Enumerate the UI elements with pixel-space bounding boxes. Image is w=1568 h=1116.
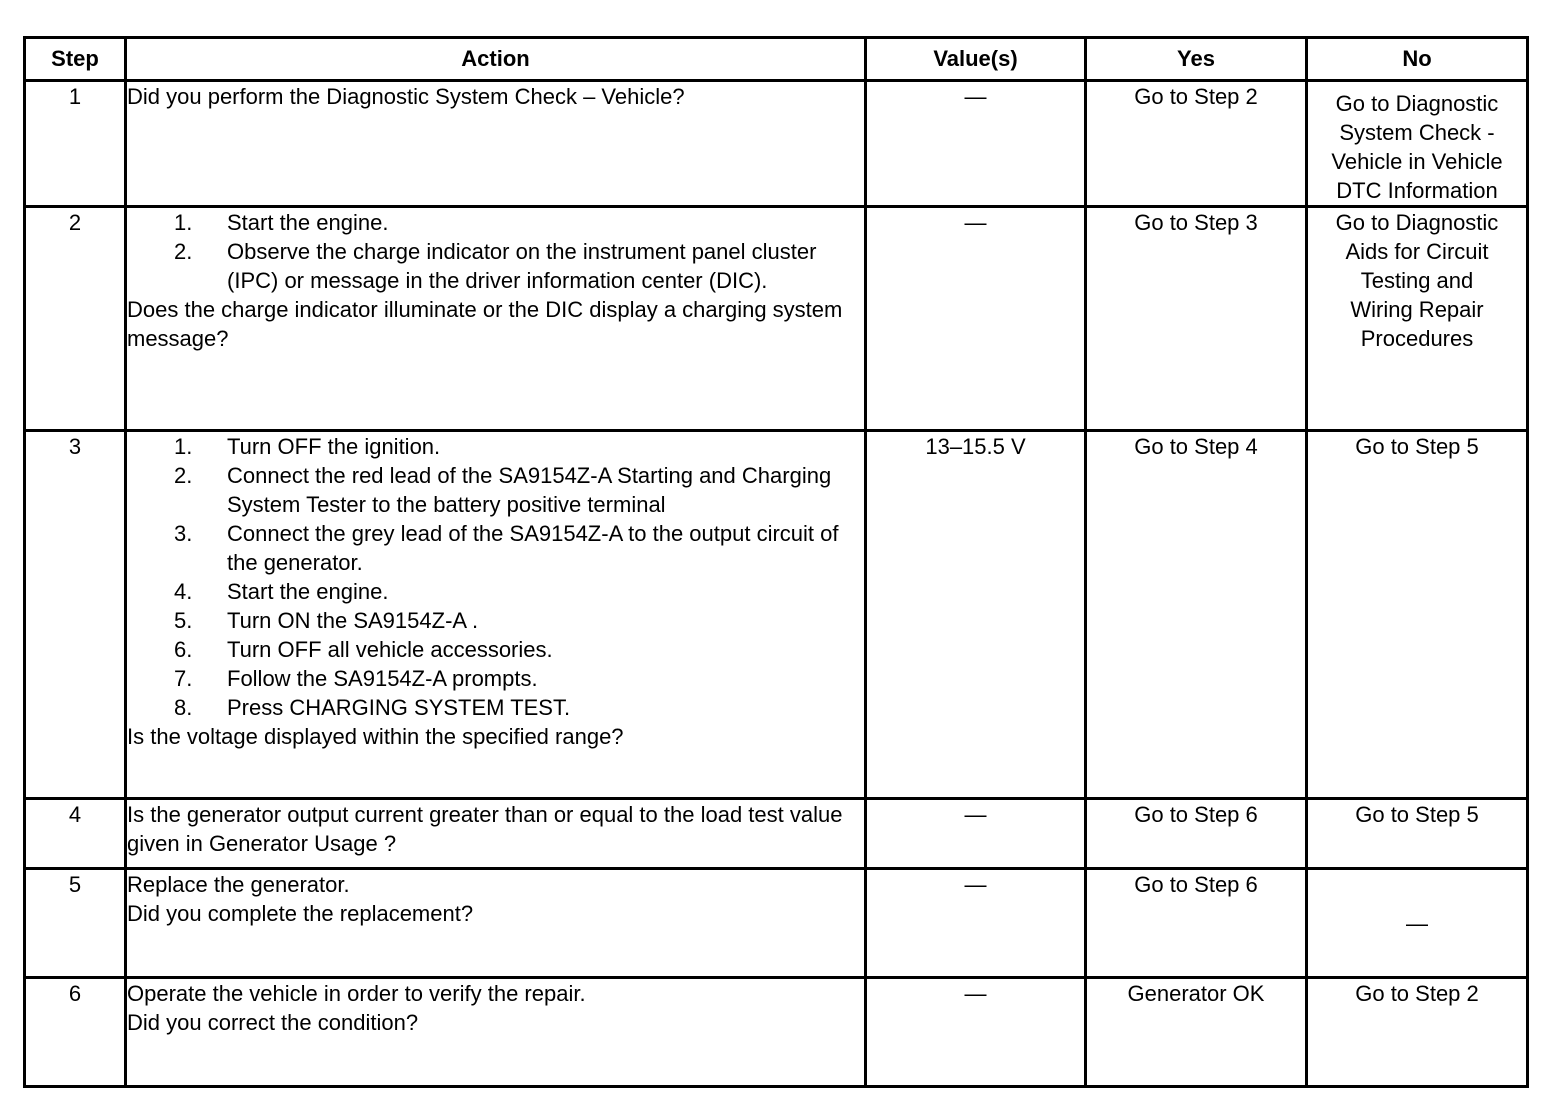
header-step: Step — [25, 38, 126, 81]
yes-cell: Generator OK — [1086, 978, 1307, 1087]
no-line: Testing and — [1360, 268, 1474, 293]
header-yes: Yes — [1086, 38, 1307, 81]
procedure-item: 1. Start the engine. — [174, 210, 389, 235]
action-text: Did you perform the Diagnostic System Check – Vehicle? — [127, 84, 685, 109]
no-cell — [1307, 81, 1528, 207]
value-cell: — — [866, 207, 1086, 431]
procedure-item: 5. Turn ON the SA9154Z-A . — [174, 608, 479, 633]
yes-cell: Go to Step 6 — [1086, 799, 1307, 869]
yes-cell: Go to Step 4 — [1086, 431, 1307, 799]
procedure-item: 2. Connect the red lead of the SA9154Z-A Starting and Charging System Tester to the battery positive terminal — [174, 463, 832, 517]
action-cell — [126, 207, 866, 431]
procedure-item: 1. Turn OFF the ignition. — [174, 434, 441, 459]
procedure-item: 2. Observe the charge indicator on the instrument panel cluster (IPC) or message in the driver information center (DIC). — [174, 239, 817, 293]
procedure-item: 4. Start the engine. — [174, 579, 389, 604]
table-row — [25, 978, 1528, 1087]
no-line: System Check - — [1339, 120, 1495, 145]
procedure-item: 8. Press CHARGING SYSTEM TEST. — [174, 695, 571, 720]
action-cell — [126, 81, 866, 207]
no-line: Go to Diagnostic — [1335, 210, 1499, 235]
no-line: Go to Diagnostic — [1335, 91, 1499, 116]
value-cell: — — [866, 799, 1086, 869]
no-cell: Go to Step 5 — [1307, 799, 1528, 869]
procedure-item: 3. Connect the grey lead of the SA9154Z-A to the output circuit of the generator. — [174, 521, 839, 575]
table-row — [25, 869, 1528, 978]
action-cell — [126, 431, 866, 799]
no-cell: Go to Step 5 — [1307, 431, 1528, 799]
step-number: 1 — [25, 81, 126, 207]
action-question: Did you correct the condition? — [127, 1010, 419, 1035]
no-cell: Go to Step 2 — [1307, 978, 1528, 1087]
table-row — [25, 431, 1528, 799]
no-line: Procedures — [1360, 326, 1474, 351]
yes-cell: Go to Step 2 — [1086, 81, 1307, 207]
action-cell — [126, 869, 866, 978]
no-line: Vehicle in Vehicle — [1331, 149, 1503, 174]
yes-cell: Go to Step 6 — [1086, 869, 1307, 978]
action-question: Does the charge indicator illuminate or the DIC display a charging system message? — [127, 297, 843, 351]
action-text: Replace the generator. — [127, 872, 350, 897]
no-cell — [1307, 207, 1528, 431]
header-action: Action — [126, 38, 866, 81]
step-number: 5 — [25, 869, 126, 978]
action-cell — [126, 978, 866, 1087]
no-line: DTC Information — [1336, 178, 1498, 203]
value-cell: — — [866, 978, 1086, 1087]
value-cell: 13–15.5 V — [866, 431, 1086, 799]
step-number: 4 — [25, 799, 126, 869]
table-row — [25, 207, 1528, 431]
yes-cell: Go to Step 3 — [1086, 207, 1307, 431]
value-cell: — — [866, 81, 1086, 207]
action-text: Operate the vehicle in order to verify the repair. — [127, 981, 586, 1006]
procedure-item: 6. Turn OFF all vehicle accessories. — [174, 637, 553, 662]
no-line: Wiring Repair — [1350, 297, 1484, 322]
header-values: Value(s) — [866, 38, 1086, 81]
value-cell: — — [866, 869, 1086, 978]
table-row — [25, 799, 1528, 869]
action-text: Is the generator output current greater than or equal to the load test value given in Generator Usage ? — [127, 802, 843, 856]
action-cell — [126, 799, 866, 869]
header-row — [25, 38, 1528, 81]
step-number: 3 — [25, 431, 126, 799]
procedure-list — [127, 208, 864, 295]
header-no: No — [1307, 38, 1528, 81]
no-cell: — — [1307, 869, 1528, 978]
action-question: Did you complete the replacement? — [127, 901, 474, 926]
diagnostic-table — [23, 36, 1529, 1088]
step-number: 6 — [25, 978, 126, 1087]
table-row — [25, 81, 1528, 207]
action-question: Is the voltage displayed within the specified range? — [127, 724, 624, 749]
procedure-list — [127, 432, 864, 722]
procedure-item: 7. Follow the SA9154Z-A prompts. — [174, 666, 538, 691]
no-line: Aids for Circuit — [1345, 239, 1489, 264]
step-number: 2 — [25, 207, 126, 431]
